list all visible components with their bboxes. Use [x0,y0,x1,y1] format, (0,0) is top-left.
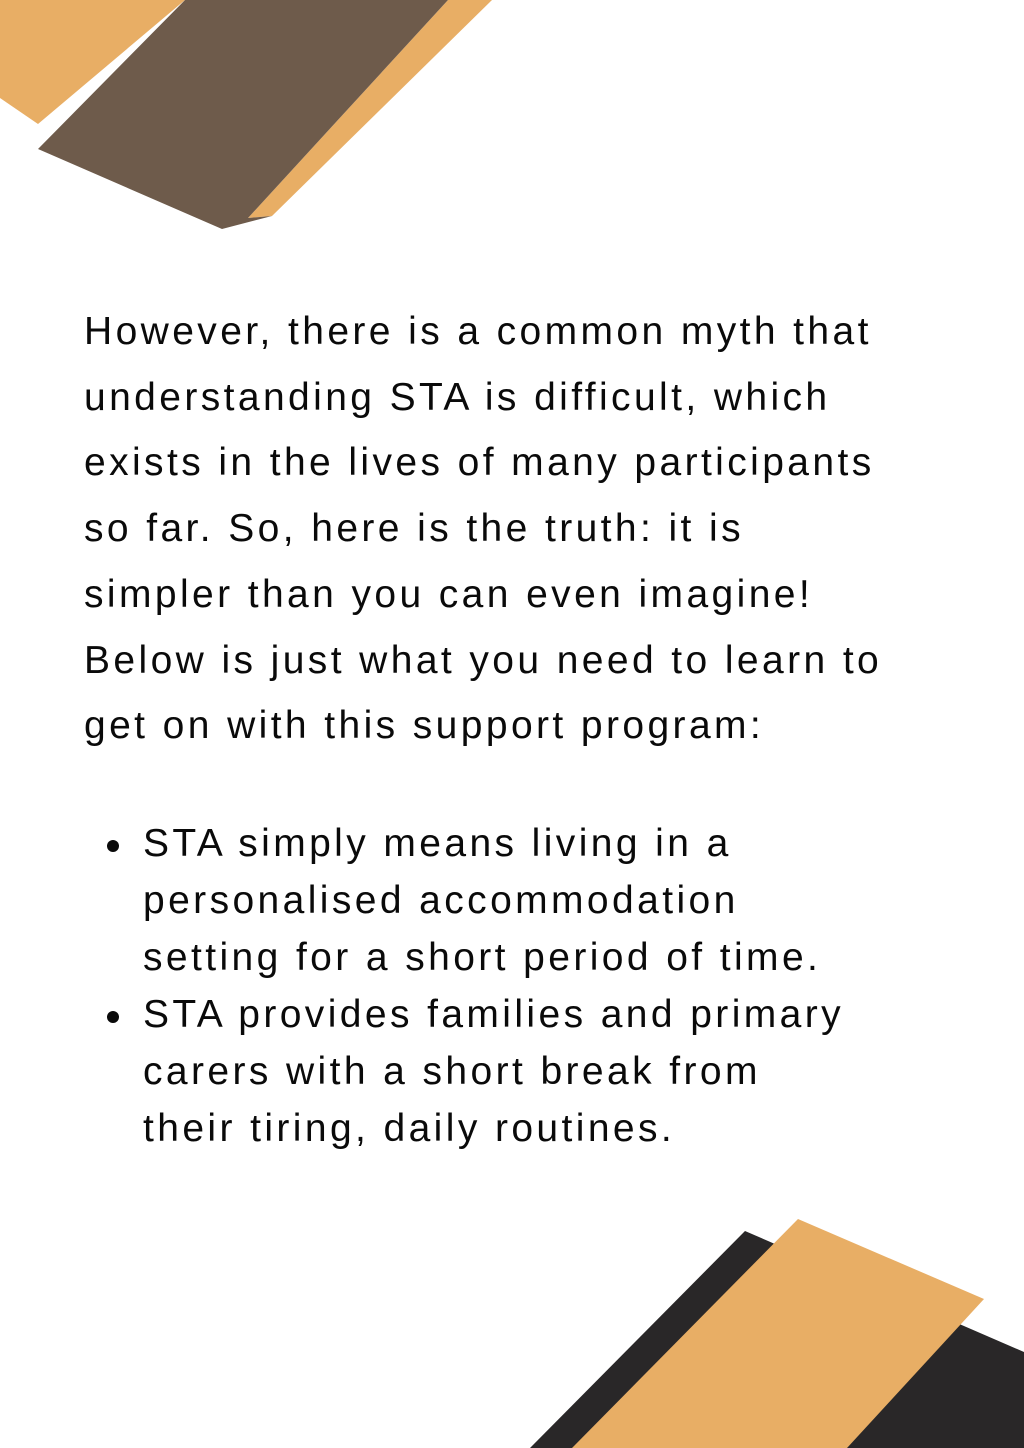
bullet-line: personalised accommodation [143,878,739,922]
list-item [84,986,984,1157]
bullet-icon [107,1011,119,1023]
content [84,299,984,1157]
bullet-line: their tiring, daily routines. [143,1106,676,1150]
bullet-list [84,815,984,1157]
intro-line: Below is just what you need to learn to [84,638,883,682]
bullet-line: carers with a short break from [143,1049,761,1093]
list-item [84,815,984,986]
bullet-line: STA provides families and primary [143,992,845,1036]
bullet-text [143,986,984,1157]
intro-line: so far. So, here is the truth: it is [84,507,744,551]
bullet-line: setting for a short period of time. [143,935,822,979]
intro-line: simpler than you can even imagine! [84,572,814,616]
intro-line: get on with this support program: [84,704,765,748]
intro-line: understanding STA is difficult, which [84,375,831,419]
intro-line: exists in the lives of many participants [84,441,875,485]
bullet-text [143,815,984,986]
intro-paragraph [84,299,984,759]
bullet-line: STA simply means living in a [143,821,732,865]
bullet-icon [107,840,119,852]
intro-line: However, there is a common myth that [84,310,872,353]
